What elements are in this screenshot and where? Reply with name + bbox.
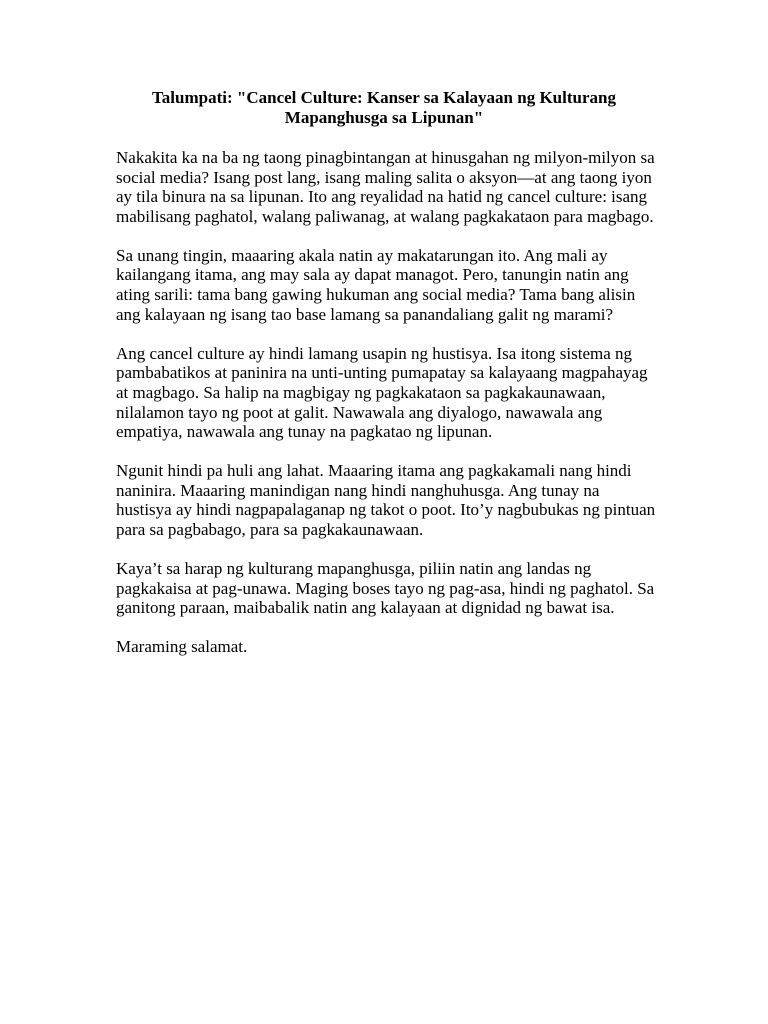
paragraph-3: Ang cancel culture ay hindi lamang usapin ng hustisya. Isa itong sistema ng pambabatikos at paninira na unti-unting pumapatay sa kalayaang magpahayag at magbago. Sa halip na magbigay ng pagkakataon sa pagkakaunawaan, nilalamon tayo ng poot at galit. Nawawala ang diyalogo, nawawala ang empatiya, nawawala ang tunay na pagkatao ng lipunan. [116,343,648,442]
paragraph-2: Sa unang tingin, maaaring akala natin ay makatarungan ito. Ang mali ay kailangang itama, ang may sala ay dapat managot. Pero, tanungin natin ang ating sarili: tama bang gawing hukuman ang social media? Tama bang alisin ang kalayaan ng isang tao base lamang sa panandaliang galit ng marami? [116,245,636,324]
document-title: Talumpati: "Cancel Culture: Kanser sa Kalayaan ng Kulturang Mapanghusga sa Lipunan" [152,88,616,127]
paragraph-4: Ngunit hindi pa huli ang lahat. Maaaring itama ang pagkakamali nang hindi naninira. Maaaring manindigan nang hindi nanghuhusga. Ang tunay na hustisya ay hindi nagpapalaganap ng takot o poot. Ito’y nagbubukas ng pintuan para sa pagbabago, para sa pagkakaunawaan. [116,461,656,539]
closing-line: Maraming salamat. [116,637,248,657]
document-body [116,148,656,676]
paragraph-5: Kaya’t sa harap ng kulturang mapanghusga, piliin natin ang landas ng pagkakaisa at pag-unawa. Maging boses tayo ng pag-asa, hindi ng paghatol. Sa ganitong paraan, maibabalik natin ang kalayaan at dignidad ng bawat isa. [116,559,655,618]
paragraph-1: Nakakita ka na ba ng taong pinagbintangan at hinusgahan ng milyon-milyon sa social media? Isang post lang, isang maling salita o aksyon—at ang taong iyon ay tila binura na sa lipunan. Ito ang reyalidad na hatid ng cancel culture: isang mabilisang paghatol, walang paliwanag, at walang pagkakataon para magbago. [116,148,655,226]
